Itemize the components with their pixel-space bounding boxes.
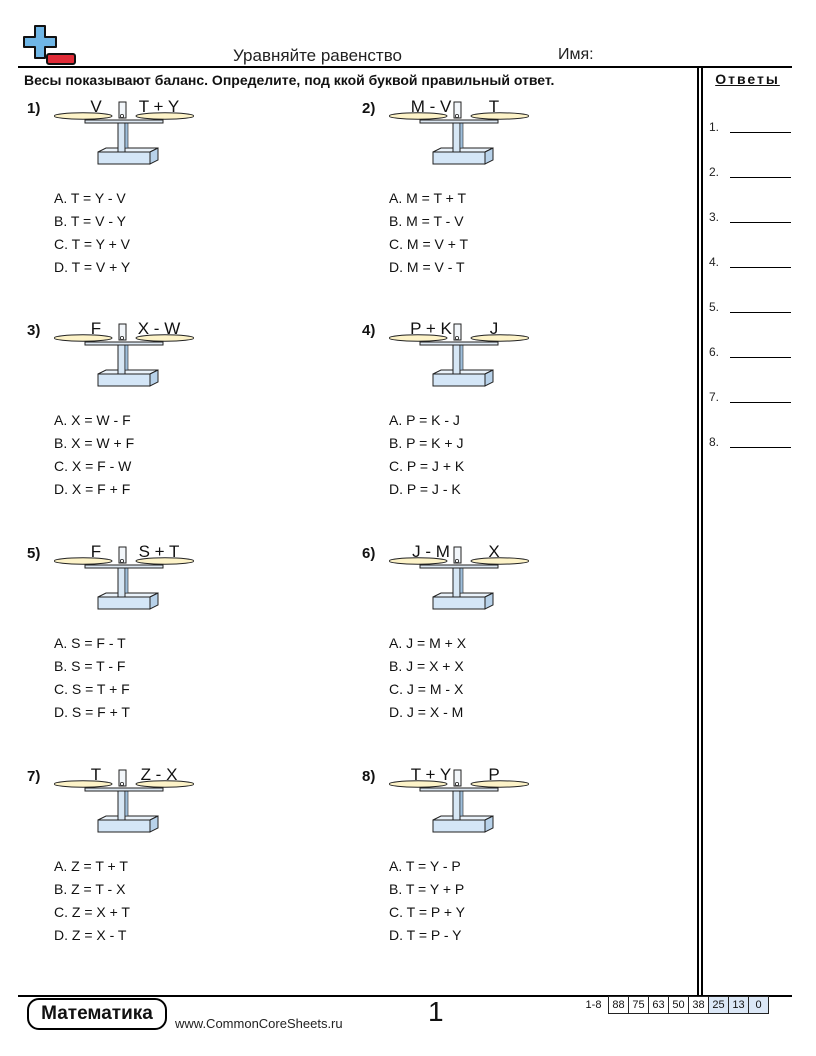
website-link[interactable]: www.CommonCoreSheets.ru <box>175 1016 343 1031</box>
left-pan-label: M - V <box>410 97 452 116</box>
instructions: Весы показывают баланс. Определите, под ккой буквой правильный ответ. <box>24 72 555 88</box>
answer-choices <box>54 409 134 501</box>
answer-choice[interactable]: D. J = X - M <box>389 704 464 720</box>
answer-choice[interactable]: C. P = J + K <box>389 458 465 474</box>
answer-choice[interactable]: C. T = P + Y <box>389 904 466 920</box>
problem-number: 5) <box>27 545 41 562</box>
answer-choices <box>389 855 465 947</box>
right-pan-label: P <box>488 765 500 784</box>
answer-line-8[interactable] <box>709 435 791 455</box>
balance-scale <box>389 319 529 392</box>
answer-choice[interactable]: C. M = V + T <box>389 236 469 252</box>
left-pan-label: J - M <box>412 542 450 561</box>
problem-number: 4) <box>362 322 376 339</box>
score-cell: 75 <box>628 996 649 1014</box>
balance-scale <box>389 97 529 170</box>
answer-number: 6. <box>709 345 720 359</box>
answer-choice[interactable]: C. S = T + F <box>54 681 130 697</box>
answer-choice[interactable]: B. M = T - V <box>389 213 464 229</box>
answer-line-1[interactable] <box>709 120 791 140</box>
score-cell: 13 <box>728 996 749 1014</box>
answer-choice[interactable]: D. S = F + T <box>54 704 130 720</box>
problem-3 <box>27 319 327 522</box>
answer-blank[interactable] <box>730 357 791 358</box>
answer-choice[interactable]: A. T = Y - V <box>54 190 126 206</box>
right-pan-label: T <box>488 97 500 116</box>
answer-choice[interactable]: C. T = Y + V <box>54 236 131 252</box>
answer-blank[interactable] <box>730 402 791 403</box>
answer-choices <box>54 632 130 724</box>
score-cell: 38 <box>688 996 709 1014</box>
right-pan-label: S + T <box>138 542 180 561</box>
answer-choices <box>54 855 130 947</box>
answer-number: 2. <box>709 165 720 179</box>
score-cell: 63 <box>648 996 669 1014</box>
answer-choice[interactable]: C. J = M - X <box>389 681 464 697</box>
answers-heading: Ответы <box>715 71 780 87</box>
answer-choice[interactable]: D. Z = X - T <box>54 927 127 943</box>
problem-number: 1) <box>27 100 41 117</box>
problem-number: 2) <box>362 100 376 117</box>
answer-number: 3. <box>709 210 720 224</box>
answer-number: 7. <box>709 390 720 404</box>
right-pan-label: T + Y <box>138 97 180 116</box>
answer-blank[interactable] <box>730 132 791 133</box>
answer-choice[interactable]: B. Z = T - X <box>54 881 126 897</box>
score-table <box>578 996 769 1014</box>
logo-icon <box>22 24 78 66</box>
problem-1 <box>27 97 327 300</box>
answer-number: 4. <box>709 255 720 269</box>
problem-number: 6) <box>362 545 376 562</box>
worksheet-title: Уравняйте равенство <box>233 46 403 65</box>
left-pan-label: T + Y <box>410 765 452 784</box>
left-pan-label: V <box>90 97 102 116</box>
answer-choice[interactable]: C. Z = X + T <box>54 904 130 920</box>
answer-blank[interactable] <box>730 312 791 313</box>
balance-scale <box>54 542 194 615</box>
right-pan-label: X - W <box>137 319 181 338</box>
subject-badge: Математика <box>27 998 167 1030</box>
answer-blank[interactable] <box>730 447 791 448</box>
right-pan-label: X <box>488 542 500 561</box>
answer-blank[interactable] <box>730 222 791 223</box>
answer-choice[interactable]: D. T = P - Y <box>389 927 462 943</box>
answer-number: 8. <box>709 435 720 449</box>
balance-scale <box>389 542 529 615</box>
answer-choice[interactable]: B. S = T - F <box>54 658 126 674</box>
score-cell: 0 <box>748 996 769 1014</box>
left-pan-label: F <box>90 319 102 338</box>
score-range: 1-8 <box>585 999 602 1011</box>
score-cell: 88 <box>608 996 629 1014</box>
problem-number: 7) <box>27 768 41 785</box>
answer-line-2[interactable] <box>709 165 791 185</box>
answer-line-5[interactable] <box>709 300 791 320</box>
right-pan-label: Z - X <box>140 765 178 784</box>
problem-6 <box>362 542 662 745</box>
answer-choice[interactable]: B. P = K + J <box>389 435 464 451</box>
column-divider <box>697 67 699 995</box>
answer-line-6[interactable] <box>709 345 791 365</box>
answer-choice[interactable]: A. P = K - J <box>389 412 460 428</box>
answer-choice[interactable]: A. T = Y - P <box>389 858 461 874</box>
right-pan-label: J <box>489 319 499 338</box>
answer-choice[interactable]: C. X = F - W <box>54 458 132 474</box>
problem-8 <box>362 765 662 968</box>
header-rule <box>18 66 792 68</box>
answer-choice[interactable]: A. Z = T + T <box>54 858 128 874</box>
name-label: Имя: <box>558 46 594 63</box>
problem-number: 8) <box>362 768 376 785</box>
page-number: 1 <box>428 996 444 1027</box>
answer-choice[interactable]: B. X = W + F <box>54 435 135 451</box>
answer-choice[interactable]: B. T = V - Y <box>54 213 126 229</box>
answer-choice[interactable]: D. X = F + F <box>54 481 131 497</box>
answer-number: 1. <box>709 120 720 134</box>
answer-choice[interactable]: B. T = Y + P <box>389 881 465 897</box>
answer-choice[interactable]: D. P = J - K <box>389 481 461 497</box>
balance-scale <box>54 765 194 838</box>
column-divider <box>701 67 703 995</box>
answer-blank[interactable] <box>730 267 791 268</box>
problem-7 <box>27 765 327 968</box>
answer-choice[interactable]: A. M = T + T <box>389 190 467 206</box>
answer-line-4[interactable] <box>709 255 791 275</box>
left-pan-label: P + K <box>410 319 452 338</box>
answer-choices <box>389 187 468 279</box>
score-cell: 50 <box>668 996 689 1014</box>
balance-scale <box>54 97 194 170</box>
answer-line-3[interactable] <box>709 210 791 230</box>
answer-line-7[interactable] <box>709 390 791 410</box>
problem-number: 3) <box>27 322 41 339</box>
balance-scale <box>389 765 529 838</box>
left-pan-label: F <box>90 542 102 561</box>
problem-2 <box>362 97 662 300</box>
answer-choices <box>54 187 130 279</box>
answer-choice[interactable]: A. X = W - F <box>54 412 131 428</box>
answer-choices <box>389 632 466 724</box>
answer-choice[interactable]: D. T = V + Y <box>54 259 131 275</box>
answer-choice[interactable]: A. S = F - T <box>54 635 126 651</box>
left-pan-label: T <box>90 765 102 784</box>
answer-choice[interactable]: D. M = V - T <box>389 259 465 275</box>
answer-choices <box>389 409 464 501</box>
problem-4 <box>362 319 662 522</box>
answer-choice[interactable]: B. J = X + X <box>389 658 464 674</box>
balance-scale <box>54 319 194 392</box>
score-cell: 25 <box>708 996 729 1014</box>
answer-choice[interactable]: A. J = M + X <box>389 635 467 651</box>
problem-5 <box>27 542 327 745</box>
answer-number: 5. <box>709 300 720 314</box>
answer-blank[interactable] <box>730 177 791 178</box>
